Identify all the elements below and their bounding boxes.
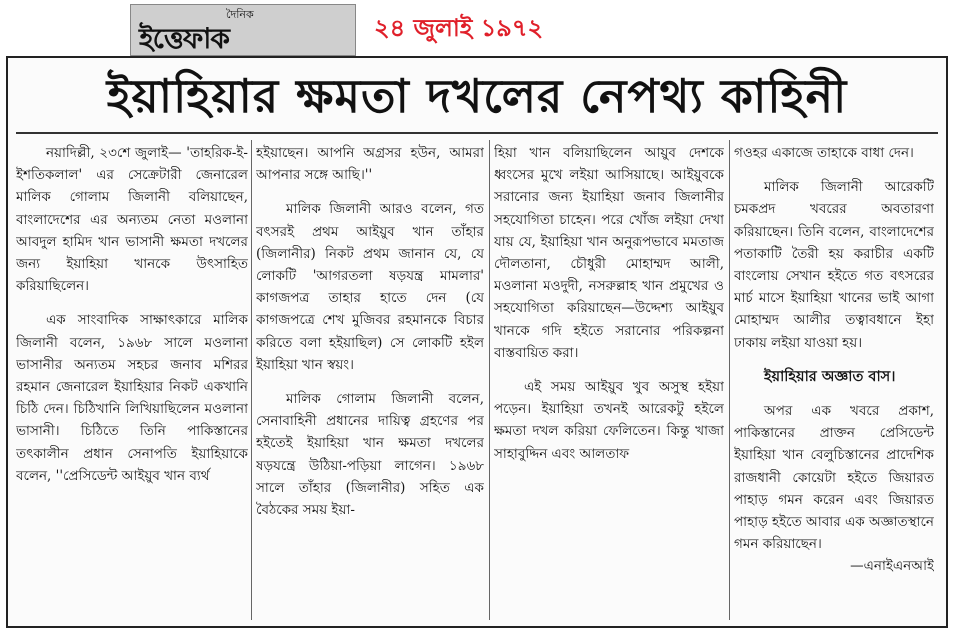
paragraph: হিয়া খান বলিয়াছিলেন আয়ুব দেশকে ধ্বংসের মুখে লইয়া আসিয়াছে। আইয়ুবকে সরানোর জন্য ইয়াহিয়া জনাব জিলানীর সহযোগিতা চাহেন। পরে খোঁজ লইয়া দেখা যায় যে, ইয়াহিয়া খান অনুরূপভাবে মমতাজ দৌলতানা, চৌধুরী মোহাম্মদ আলী, মওলানা মওদুদী, নসরুল্লাহ খান প্রমুখের ও সহযোগিতা করিয়াছেন—উদ্দেশ্য আইয়ুব খানকে গদি হইতে সরানোর পরিকল্পনা বাস্তবায়িত করা। xyxy=(494,145,724,361)
paragraph: মালিক গোলাম জিলানী বলেন, সেনাবাহিনী প্রধানের দায়িত্ব গ্রহণের পর হইতেই ইয়াহিয়া খান ক্ষমতা দখলের ষড়যন্ত্রে উঠিয়া-পড়িয়া লাগেন। ১৯৬৮ সালে তাঁহার (জিলানীর) সহিত এক বৈঠকের সময় ইয়া- xyxy=(256,391,484,519)
paragraph: হইয়াছেন। আপনি অগ্রসর হউন, আমরা আপনার সঙ্গে আছি।'' xyxy=(256,145,484,184)
paragraph: মালিক জিলানী আরও বলেন, গত বৎসরই প্রথম আইয়ুব খান তাঁহার (জিলানীর) নিকট প্রথম জানান যে, যে লোকটি 'আগরতলা ষড়যন্ত্র মামলার' কাগজপত্র তাহার হাতে দেন (যে কাগজপত্রে শেখ মুজিবর রহমানকে বিচার করিতে বলা হইয়াছিল) সে লোকটি হইল ইয়াহিয়া খান স্বয়ং। xyxy=(256,201,484,373)
headline-divider xyxy=(16,132,938,134)
publication-date: ২৪ জুলাই ১৯৭২ xyxy=(374,14,544,42)
column-divider xyxy=(729,140,730,620)
article-column-3 xyxy=(494,142,724,622)
column-divider xyxy=(251,140,252,620)
news-agency-credit: —এনাইএনআই xyxy=(850,558,934,575)
article-column-4 xyxy=(734,142,934,622)
article-subheading: ইয়াহিয়ার অজ্ঞাত বাস। xyxy=(764,367,896,385)
paragraph: অপর এক খবরে প্রকাশ, পাকিস্তানের প্রাক্তন প্রেসিডেন্ট ইয়াহিয়া খান বেলুচিস্তানের প্রাদেশিক রাজধানী কোয়েটা হইতে জিয়ারত পাহাড় গমন করেন এবং জিয়ারত পাহাড় হইতে আবার এক অজ্ঞাতস্থানে গমন করিয়াছেন। xyxy=(734,403,934,553)
newspaper-clipping xyxy=(6,56,948,628)
paragraph: এই সময় আইয়ুব খুব অসুস্থ হইয়া পড়েন। ইয়াহিয়া তখনই আরেকটু হইলে ক্ষমতা দখল করিয়া ফেলিতেন। কিন্তু খাজা সাহাবুদ্দিন এবং আলতাফ xyxy=(494,379,724,462)
paragraph: মালিক জিলানী আরেকটি চমকপ্রদ খবরের অবতারণা করিয়াছেন। তিনি বলেন, বাংলাদেশের পতাকাটি তৈরী হয় করাচীর একটি বাংলোয় সেখান হইতে গত বৎসরের মার্চ মাসে ইয়াহিয়া খানের ভাই আগা মোহাম্মদ আলীর তত্বাবধানে ইহা ঢাকায় লইয়া যাওয়া হয়। xyxy=(734,179,934,351)
masthead-name: ইত্তেফাক xyxy=(139,22,230,55)
masthead-subtitle: দৈনিক xyxy=(226,8,254,21)
article-headline: ইয়াহিয়ার ক্ষমতা দখলের নেপথ্য কাহিনী xyxy=(106,69,848,123)
paragraph: গওহর একাজে তাহাকে বাধা দেন। xyxy=(734,145,914,161)
column-divider xyxy=(489,140,490,620)
paragraph: নয়াদিল্লী, ২৩শে জুলাই— 'তাহরিক-ই-ইশতিকলাল' এর সেক্রেটারী জেনারেল মালিক গোলাম জিলানী বলিয়াছেন, বাংলাদেশের এর অন্যতম নেতা মওলানা আবদুল হামিদ খান ভাসানী ক্ষমতা দখলের জন্য ইয়াহিয়া খানকে উৎসাহিত করিয়াছিলেন। xyxy=(16,145,248,295)
article-column-2 xyxy=(256,142,484,622)
newspaper-masthead xyxy=(130,4,356,56)
paragraph: এক সাংবাদিক সাক্ষাৎকারে মালিক জিলানী বলেন, ১৯৬৮ সালে মওলানা ভাসানীর অন্যতম সহচর জনাব মশিরর রহমান জেনারেল ইয়াহিয়ার নিকট একখানি চিঠি দেন। চিঠিখানি লিখিয়াছিলেন মওলানা ভাসানী। চিঠিতে তিনি পাকিস্তানের তৎকালীন প্রধান সেনাপতি ইয়াহিয়াকে বলেন, ''প্রেসিডেন্ট আইয়ুব খান ব্যর্থ xyxy=(16,312,248,484)
article-column-1 xyxy=(16,142,248,622)
